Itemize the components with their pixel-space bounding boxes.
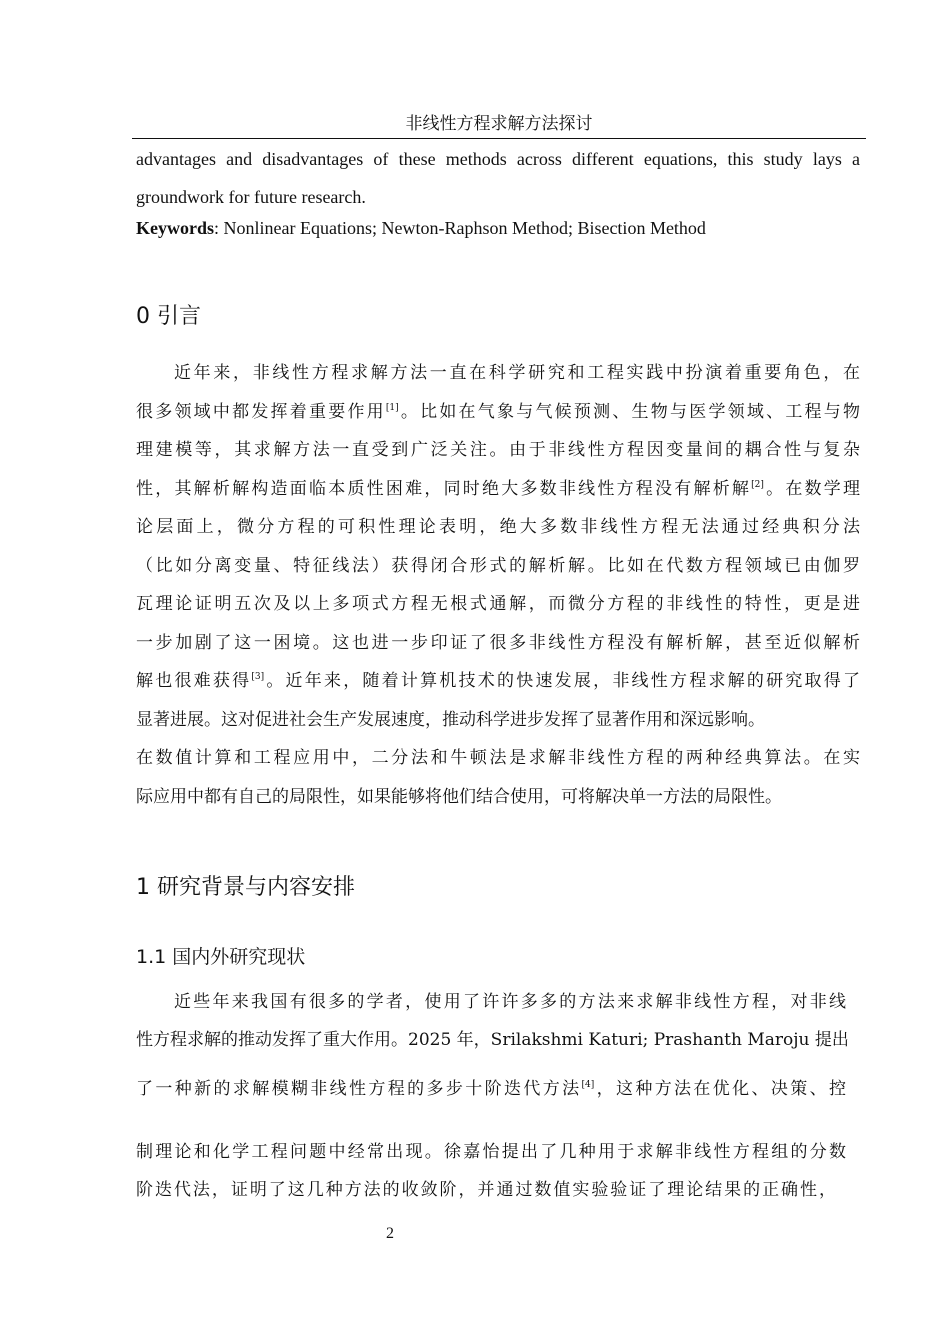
intro-line: 在数值计算和工程应用中，二分法和牛顿法是求解非线性方程的两种经典算法。在实 [136,748,860,768]
research-status-paragraph-cont [136,1070,860,1108]
section-heading-intro: 0 引言 [136,304,201,329]
abstract-line-1: advantages and disadvantages of these methods across different equations, this study lays a [136,149,860,169]
intro-paragraph [136,354,860,816]
citation: [1] [385,402,399,413]
status-line: 制理论和化学工程问题中经常出现。徐嘉怡提出了几种用于求解非线性方程组的分数 [136,1142,846,1162]
abstract-line-2: groundwork for future research. [136,187,366,207]
status-line: 阶迭代法，证明了这几种方法的收敛阶，并通过数值实验验证了理论结果的正确性， [136,1180,836,1200]
research-status-paragraph-cont2 [136,1133,860,1209]
intro-line: 解也很难获得[3]。近年来，随着计算机技术的快速发展，非线性方程求解的研究取得了 [136,671,861,691]
status-line: 了一种新的求解模糊非线性方程的多步十阶迭代方法[4]，这种方法在优化、决策、控 [136,1079,847,1099]
intro-line: 近年来，非线性方程求解方法一直在科学研究和工程实践中扮演着重要角色，在 [174,363,860,383]
intro-line: 瓦理论证明五次及以上多项式方程无根式通解，而微分方程的非线性的特性，更是进 [136,594,860,614]
section-heading-background: 1 研究背景与内容安排 [136,875,355,900]
citation: [2] [751,479,764,490]
keywords-label: Keywords [136,218,214,238]
intro-line: 际应用中都有自己的局限性，如果能够将他们结合使用，可将解决单一方法的局限性。 [136,786,782,807]
intro-line: 一步加剧了这一困境。这也进一步印证了很多非线性方程没有解析解，甚至近似解析 [136,632,860,653]
status-line: 性方程求解的推动发挥了重大作用。2025 年，Srilakshmi Katuri; Prashanth Maroju 提出 [136,1030,849,1050]
header-rule [132,138,866,139]
keywords-text: : Nonlinear Equations; Newton-Raphson Method; Bisection Method [214,218,706,238]
abstract-tail [136,140,860,216]
citation: [3] [251,672,265,682]
intro-line: 性，其解析解构造面临本质性困难，同时绝大多数非线性方程没有解析解[2]。在数学理 [136,478,861,499]
research-status-paragraph [136,983,860,1059]
running-header-title: 非线性方程求解方法探讨 [405,114,593,134]
intro-line: 论层面上，微分方程的可积性理论表明，绝大多数非线性方程无法通过经典积分法 [136,517,860,537]
status-line: 近些年来我国有很多的学者，使用了许许多多的方法来求解非线性方程，对非线 [174,992,846,1012]
intro-line: 理建模等，其求解方法一直受到广泛关注。由于非线性方程因变量间的耦合性与复杂 [136,440,860,460]
page-number: 2 [386,1225,394,1242]
subsection-heading-research-status: 1.1 国内外研究现状 [136,946,306,968]
citation: [4] [581,1080,595,1090]
intro-line: 很多领域中都发挥着重要作用[1]。比如在气象与气候预测、生物与医学领域、工程与物 [136,401,861,422]
intro-line: 显著进展。这对促进社会生产发展速度，推动科学进步发挥了显著作用和深远影响。 [136,709,765,730]
intro-line: （比如分离变量、特征线法）获得闭合形式的解析解。比如在代数方程领域已由伽罗 [136,555,860,576]
keywords-line [136,215,860,241]
